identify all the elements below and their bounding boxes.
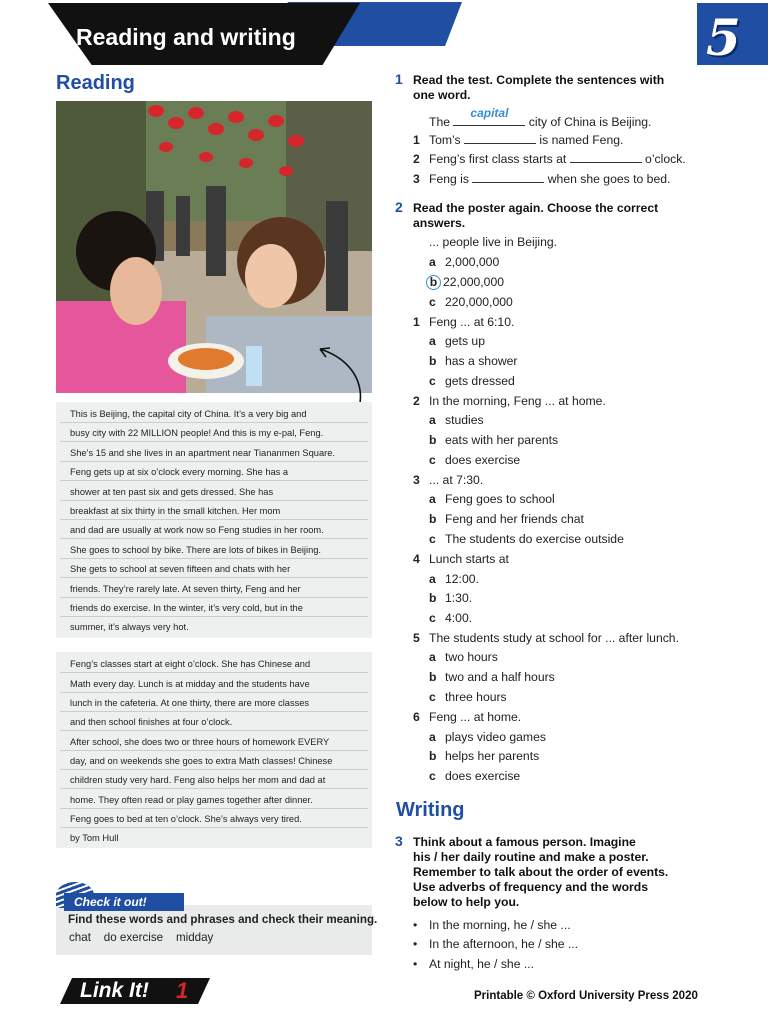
exercise-1-example: The capital city of China is Beijing. [429, 106, 652, 129]
option-b-selected[interactable]: b 22,000,000 [429, 275, 504, 290]
copyright: Printable © Oxford University Press 2020 [474, 990, 698, 1002]
question-stem: 5 The students study at school for ... after lunch. [413, 631, 679, 645]
option-b[interactable]: b has a shower [429, 354, 518, 368]
answer-blank[interactable] [472, 171, 544, 183]
question-stem: 6 Feng ... at home. [413, 710, 522, 724]
passage-line: home. They often read or play games together after dinner. [70, 795, 313, 805]
passage-line: breakfast at six thirty in the small kitchen. Her mom [70, 506, 281, 516]
unit-number: 5 [706, 8, 741, 67]
option-b[interactable]: b 1:30. [429, 591, 473, 605]
option-b[interactable]: b helps her parents [429, 749, 540, 763]
passage-line: friends. They’re rarely late. At seven thirty, Feng and her [70, 584, 301, 594]
option-a[interactable]: a 12:00. [429, 572, 479, 586]
option-a[interactable]: a plays video games [429, 730, 546, 744]
passage-line: summer, it’s always very hot. [70, 622, 189, 632]
reading-title: Reading [56, 72, 135, 94]
passage-line: She goes to school by bike. There are lots of bikes in Beijing. [70, 545, 321, 555]
answer-blank[interactable] [570, 151, 642, 163]
passage-part-2 [56, 652, 372, 848]
question-stem: 3 ... at 7:30. [413, 473, 484, 487]
option-b[interactable]: b Feng and her friends chat [429, 512, 584, 526]
passage-line: lunch in the cafeteria. At one thirty, there are more classes [70, 698, 310, 708]
passage-line: Feng goes to bed at ten o’clock. She’s always very tired. [70, 814, 302, 824]
exercise-3-number: 3 [395, 833, 403, 849]
passage-part-1 [56, 402, 372, 638]
question-stem: 2 In the morning, Feng ... at home. [413, 394, 606, 408]
question-stem: 1 Feng ... at 6:10. [413, 315, 515, 329]
logo-text: Link It! [80, 979, 149, 1002]
exercise-1-item: 3 Feng is when she goes to bed. [413, 172, 671, 186]
passage-line: Feng gets up at six o’clock every morning. She has a [70, 467, 289, 477]
passage-line: and dad are usually at work now so Feng studies in her room. [70, 525, 324, 535]
passage-line: day, and on weekends she goes to extra Math classes! Chinese [70, 756, 333, 766]
option-b[interactable]: b two and a half hours [429, 670, 555, 684]
passage-line: She gets to school at seven fifteen and chats with her [70, 564, 291, 574]
exercise-2-heading: Read the poster again. Choose the correct answers. [413, 201, 659, 230]
option-c[interactable]: c The students do exercise outside [429, 532, 624, 546]
page-title: Reading and writing [76, 24, 296, 50]
passage-line: friends do exercise. In the winter, it’s very cold, but in the [70, 603, 303, 613]
option-b[interactable]: b eats with her parents [429, 433, 559, 447]
passage-line: She’s 15 and she lives in an apartment near Tiananmen Square. [70, 448, 335, 458]
check-it-out-label: Check it out! [64, 893, 184, 911]
exercise-1-item: 1 Tom’s is named Feng. [413, 133, 624, 147]
passage-line: After school, she does two or three hours of homework EVERY [70, 737, 330, 747]
passage-line: and then school finishes at four o’clock. [70, 717, 233, 727]
option-c[interactable]: c three hours [429, 690, 507, 704]
option-c[interactable]: c 220,000,000 [429, 295, 513, 309]
writing-prompt: • At night, he / she ... [413, 957, 535, 971]
passage-line: children study very hard. Feng also helps her mom and dad at [70, 775, 326, 785]
option-a[interactable]: a two hours [429, 650, 498, 664]
option-a[interactable]: a Feng goes to school [429, 492, 555, 506]
option-a[interactable]: a gets up [429, 334, 485, 348]
exercise-3-heading: Think about a famous person. Imagine his / her daily routine and make a poster. Remember to talk about the order of events. Use adverbs of frequency and the words below to help you. [413, 835, 669, 909]
option-c[interactable]: c gets dressed [429, 374, 515, 388]
exercise-1-heading: Read the test. Complete the sentences with one word. [413, 73, 665, 102]
check-it-out-words: chat do exercise midday [69, 931, 214, 944]
answer-blank[interactable] [464, 132, 536, 144]
passage-line: Math every day. Lunch is at midday and the students have [70, 679, 310, 689]
question-stem: 4 Lunch starts at [413, 552, 509, 566]
option-c[interactable]: c does exercise [429, 453, 521, 467]
passage-line: busy city with 22 MILLION people! And this is my e-pal, Feng. [70, 428, 324, 438]
passage-line: shower at ten past six and gets dressed. She has [70, 487, 274, 497]
option-a[interactable]: a studies [429, 413, 484, 427]
passage-line: Feng’s classes start at eight o’clock. She has Chinese and [70, 659, 311, 669]
question-stem: ... people live in Beijing. [429, 235, 558, 249]
exercise-1-number: 1 [395, 71, 403, 87]
writing-prompt: • In the afternoon, he / she ... [413, 937, 579, 951]
exercise-1-item: 2 Feng’s first class starts at o’clock. [413, 152, 686, 166]
exercise-2-number: 2 [395, 199, 403, 215]
passage-author: by Tom Hull [70, 833, 119, 843]
option-a[interactable]: a 2,000,000 [429, 255, 500, 269]
option-c[interactable]: c 4:00. [429, 611, 473, 625]
option-c[interactable]: c does exercise [429, 769, 521, 783]
logo-level: 1 [176, 978, 189, 1003]
writing-title: Writing [396, 799, 465, 821]
check-it-out-instruction: Find these words and phrases and check their meaning. [68, 913, 378, 926]
writing-prompt: • In the morning, he / she ... [413, 918, 571, 932]
passage-line: This is Beijing, the capital city of China. It’s a very big and [70, 409, 307, 419]
example-answer-blank: capital [453, 112, 525, 126]
